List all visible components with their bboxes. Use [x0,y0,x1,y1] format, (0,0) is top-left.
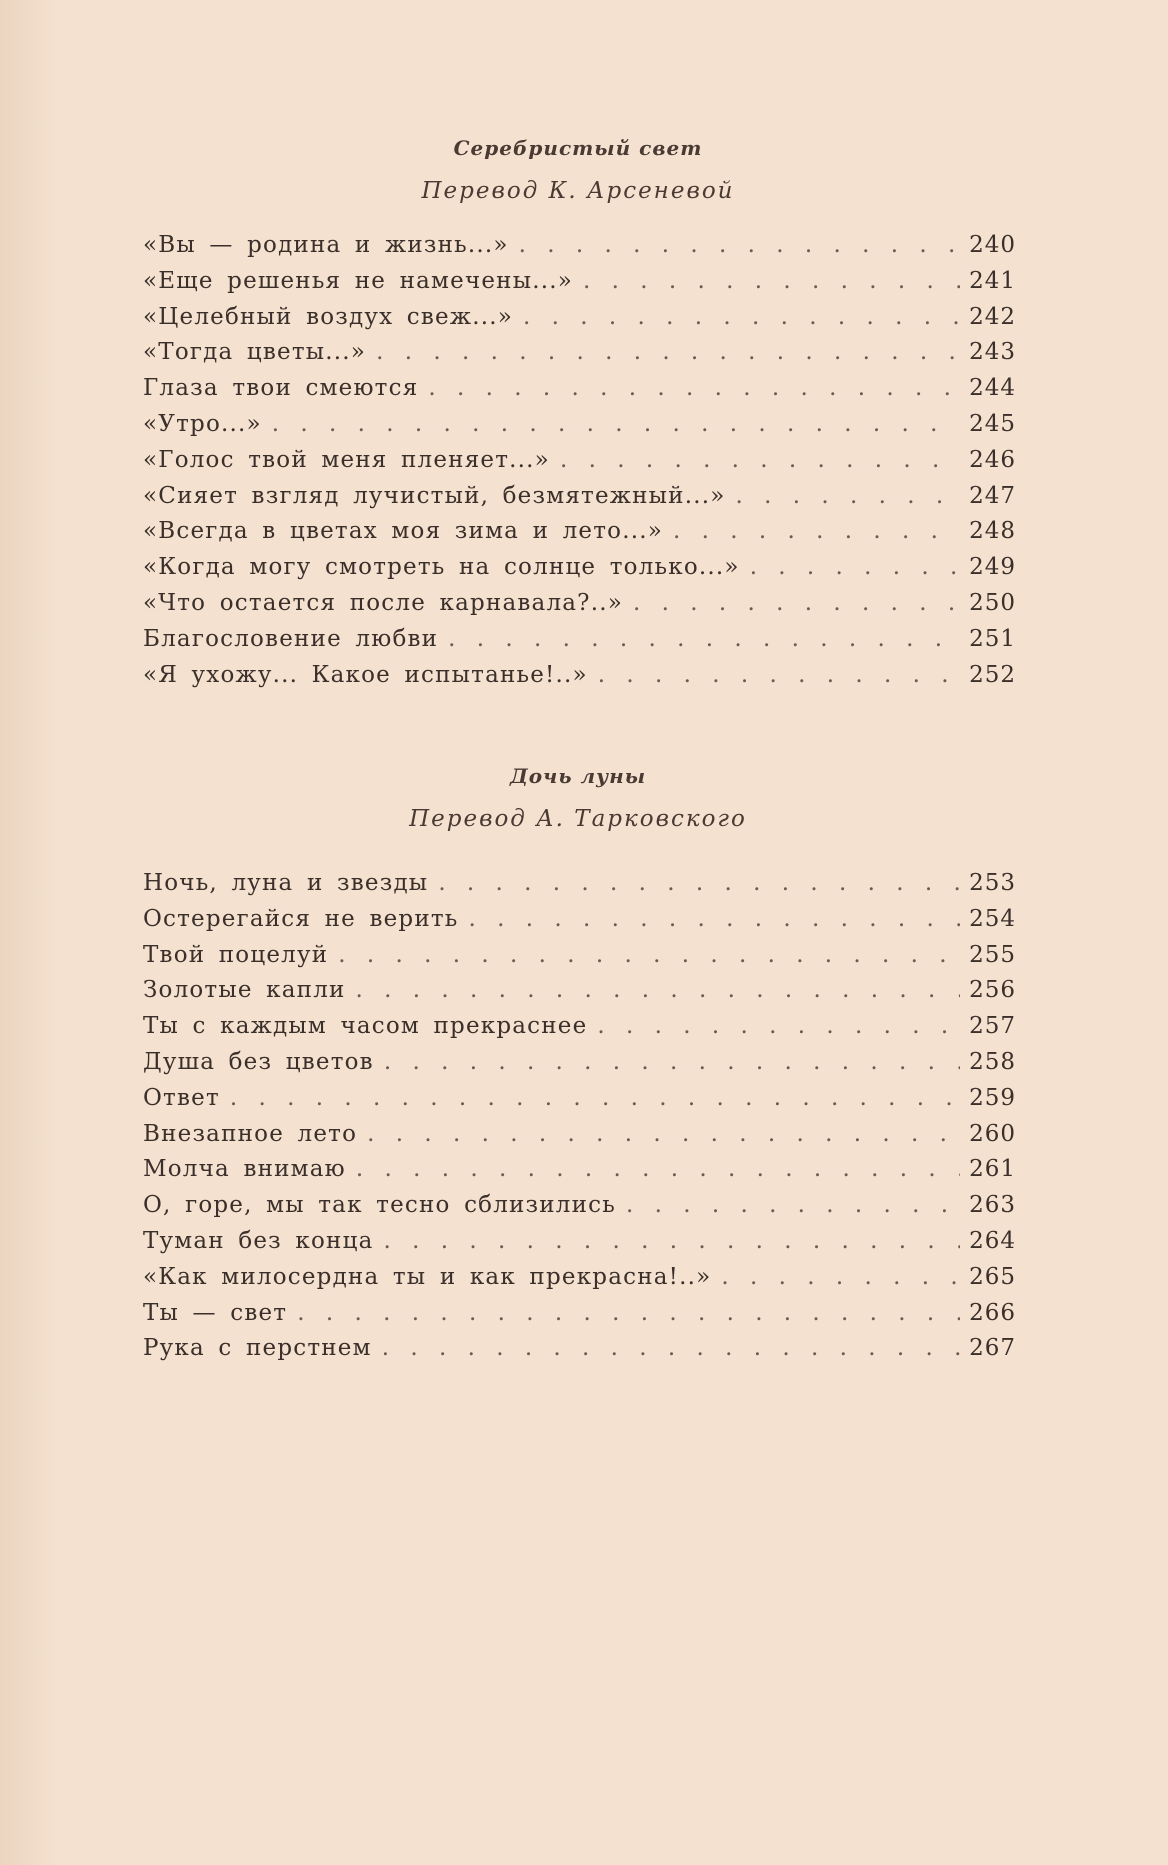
toc-entry [143,1009,1016,1045]
toc-entry-title: Ночь, луна и звезды [143,870,429,896]
toc-entry [143,479,1016,515]
toc-entry-title: «Голос твой меня пленяет...» [143,446,550,473]
toc-entry-page: 242 [969,303,1016,330]
toc-entry [143,443,1016,479]
toc-entry-page: 254 [969,905,1016,932]
toc-entry [143,335,1016,371]
toc-entry [143,1224,1016,1260]
toc-leader-dots [750,550,960,586]
toc-leader-dots [583,264,960,300]
toc-leader-dots [673,514,960,550]
toc-list-section1 [143,228,1016,693]
toc-leader-dots [230,1081,960,1117]
toc-entry-title: «Утро...» [143,410,262,437]
toc-entry-title: Молча внимаю [143,1156,346,1183]
toc-entry [143,938,1016,974]
toc-entry-page: 250 [969,589,1016,616]
toc-leader-dots [633,586,960,622]
toc-entry-title: «Тогда цветы...» [143,339,367,366]
toc-entry-title: Ты — свет [143,1299,288,1326]
section-title-silver-light: Серебристый свет [453,136,703,160]
toc-entry-title: «Я ухожу... Какое испытанье!..» [143,661,588,688]
toc-entry-page: 256 [969,977,1016,1004]
section-title-daughter-of-moon: Дочь луны [509,764,647,788]
toc-entry-page: 258 [969,1048,1016,1075]
toc-entry [143,1260,1016,1296]
toc-entry-title: Душа без цветов [143,1048,374,1075]
toc-entry-page: 247 [969,482,1016,509]
toc-entry [143,228,1016,264]
toc-leader-dots [376,335,960,371]
toc-entry-title: «Сияет взгляд лучистый, безмятежный...» [143,482,726,509]
toc-leader-dots [560,443,960,479]
toc-leader-dots [597,1009,960,1045]
toc-leader-dots [438,866,960,902]
toc-entry-title: Остерегайся не верить [143,905,459,932]
toc-entry [143,300,1016,336]
toc-leader-dots [736,479,960,515]
toc-leader-dots [338,938,960,974]
toc-leader-dots [272,407,960,443]
toc-entry [143,973,1016,1009]
toc-entry-title: «Вы — родина и жизнь...» [143,232,509,258]
toc-leader-dots [721,1260,960,1296]
toc-entry-title: Золотые капли [143,977,346,1004]
toc-entry-page: 241 [969,267,1016,294]
toc-leader-dots [356,1152,960,1188]
toc-leader-dots [598,658,960,694]
toc-entry-title: Ответ [143,1084,220,1111]
toc-entry [143,658,1016,694]
toc-leader-dots [384,1045,960,1081]
toc-leader-dots [367,1117,960,1153]
toc-leader-dots [469,902,960,938]
toc-entry [143,1331,1016,1367]
toc-entry-title: «Еще решенья не намечены...» [143,267,574,294]
toc-entry-page: 246 [969,446,1016,473]
toc-entry [143,586,1016,622]
toc-entry [143,550,1016,586]
toc-entry-title: «Целебный воздух свеж...» [143,303,514,330]
toc-leader-dots [626,1188,960,1224]
toc-entry [143,371,1016,407]
toc-entry [143,1188,1016,1224]
toc-entry-page: 253 [969,870,1016,896]
toc-entry [143,1081,1016,1117]
toc-leader-dots [384,1224,961,1260]
toc-entry [143,407,1016,443]
toc-entry-page: 259 [969,1084,1016,1111]
toc-leader-dots [519,228,960,264]
toc-entry [143,1045,1016,1081]
toc-leader-dots [297,1296,960,1332]
toc-leader-dots [356,973,960,1009]
toc-entry [143,264,1016,300]
toc-entry [143,902,1016,938]
toc-entry-page: 261 [969,1156,1016,1183]
toc-entry-page: 257 [969,1013,1016,1040]
toc-entry-page: 249 [969,554,1016,581]
toc-entry-page: 264 [969,1227,1016,1254]
toc-entry-title: Внезапное лето [143,1120,358,1147]
toc-entry-title: Глаза твои смеются [143,375,419,402]
toc-entry [143,866,1016,902]
toc-entry [143,1296,1016,1332]
toc-entry-page: 266 [969,1299,1016,1326]
toc-entry-page: 263 [969,1192,1016,1219]
toc-entry-page: 255 [969,941,1016,968]
toc-entry-title: «Как милосердна ты и как прекрасна!..» [143,1263,712,1290]
toc-entry-page: 248 [969,518,1016,545]
toc-entry-title: «Всегда в цветах моя зима и лето...» [143,518,664,545]
toc-entry [143,1152,1016,1188]
section-translator-tarkovsky: Перевод А. Тарковского [409,806,747,832]
toc-leader-dots [428,371,960,407]
toc-entry-title: Туман без конца [143,1227,374,1254]
toc-leader-dots [448,622,960,658]
toc-entry-title: Ты с каждым часом прекраснее [143,1013,588,1040]
toc-entry [143,622,1016,658]
toc-entry-page: 244 [969,375,1016,402]
toc-entry [143,1117,1016,1153]
toc-entry [143,514,1016,550]
toc-entry-page: 260 [969,1120,1016,1147]
toc-entry-page: 245 [969,410,1016,437]
section-translator-arseneva: Перевод К. Арсеневой [421,178,735,204]
toc-entry-title: Благословение любви [143,625,439,652]
toc-entry-title: Рука с перстнем [143,1335,372,1362]
toc-entry-title: «Что остается после карнавала?..» [143,589,623,616]
toc-entry-page: 251 [969,625,1016,652]
toc-entry-title: «Когда могу смотреть на солнце только...» [143,554,740,581]
toc-entry-page: 252 [969,661,1016,688]
toc-entry-page: 267 [969,1335,1016,1362]
toc-leader-dots [382,1331,960,1367]
toc-leader-dots [523,300,960,336]
toc-entry-page: 265 [969,1263,1016,1290]
toc-entry-title: О, горе, мы так тесно сблизились [143,1192,616,1219]
toc-entry-page: 243 [969,339,1016,366]
toc-entry-title: Твой поцелуй [143,941,329,968]
toc-list-section2 [143,866,1016,1367]
toc-entry-page: 240 [969,232,1016,258]
